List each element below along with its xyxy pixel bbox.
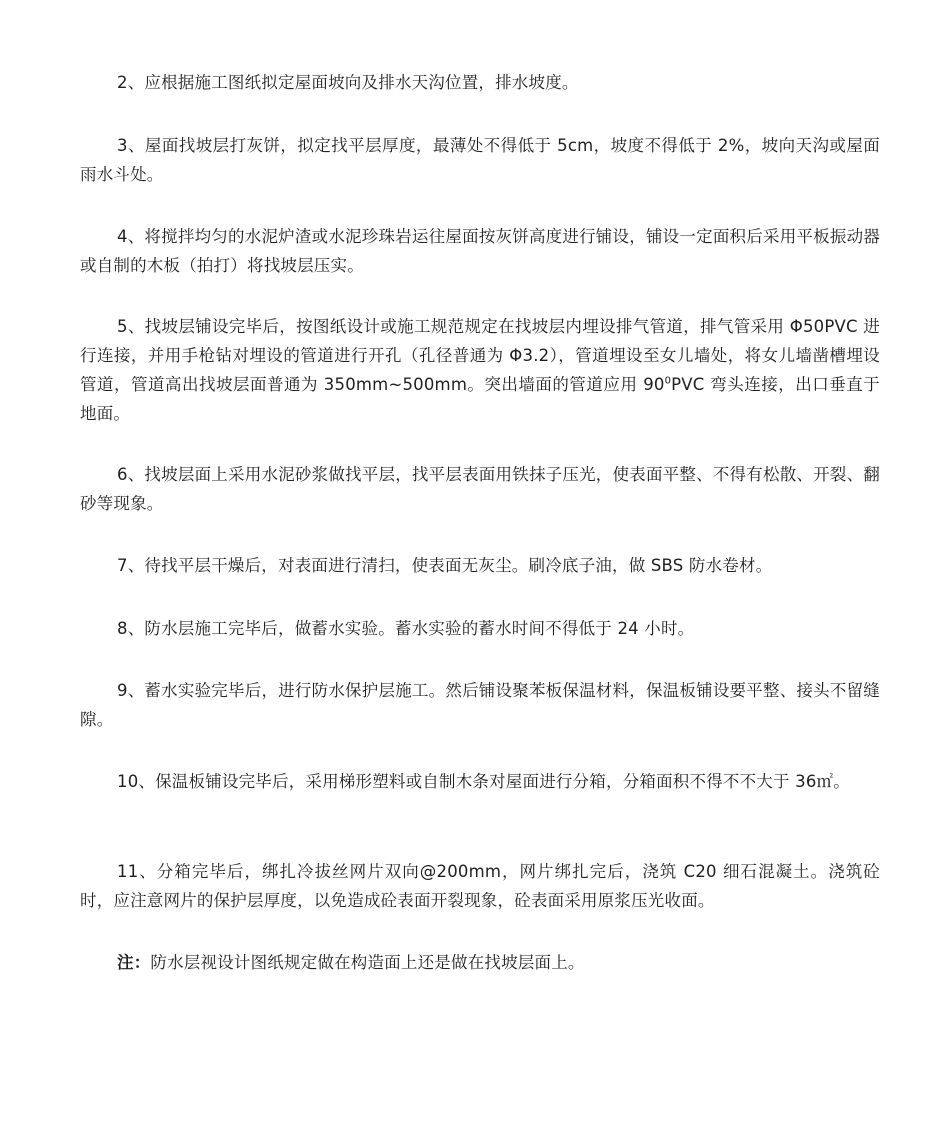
- paragraph-step-5-text-a: 5、找坡层铺设完毕后，按图纸设计或施工规范规定在找坡层内埋设排气管道，排气管采用 Φ50PVC 进行连接，并用手枪钻对埋设的管道进行开孔（孔径普通为 Φ3.2），管道埋设至女儿墙处，将女儿墙凿槽埋设管道，管道高出找坡层面普通为 350mm~500mm。突出墙面的管道应用 90: [80, 317, 880, 394]
- note-paragraph: [80, 948, 880, 977]
- paragraph-step-2: 2、应根据施工图纸拟定屋面坡向及排水天沟位置，排水坡度。: [117, 73, 579, 92]
- note-label: 注：: [117, 953, 151, 972]
- paragraph-step-6: 6、找坡层面上采用水泥砂浆做找平层，找平层表面用铁抹子压光，使表面平整、不得有松散、开裂、翻砂等现象。: [80, 465, 880, 513]
- paragraph-step-5: [80, 312, 880, 428]
- paragraph-step-11: 11、分箱完毕后，绑扎冷拔丝网片双向@200mm，网片绑扎完后，浇筑 C20 细石混凝土。浇筑砼时，应注意网片的保护层厚度，以免造成砼表面开裂现象，砼表面采用原浆压光收面。: [80, 862, 880, 910]
- paragraph-step-8: 8、防水层施工完毕后，做蓄水实验。蓄水实验的蓄水时间不得低于 24 小时。: [117, 619, 695, 638]
- paragraph-step-7: 7、待找平层干燥后，对表面进行清扫，使表面无灰尘。刷冷底子油，做 SBS 防水卷材。: [117, 556, 773, 575]
- degree-superscript: 0: [664, 375, 672, 387]
- paragraph-step-4: 4、将搅拌均匀的水泥炉渣或水泥珍珠岩运往屋面按灰饼高度进行铺设，铺设一定面积后采用平板振动器或自制的木板（拍打）将找坡层压实。: [80, 227, 880, 275]
- paragraph-step-10: 10、保温板铺设完毕后，采用梯形塑料或自制木条对屋面进行分箱，分箱面积不得不不大于 36㎡。: [117, 772, 850, 791]
- paragraph-step-5-text-b: PVC 弯头连接，出口垂直于地面。: [80, 375, 880, 423]
- paragraph-step-9: 9、蓄水实验完毕后，进行防水保护层施工。然后铺设聚苯板保温材料，保温板铺设要平整、接头不留缝隙。: [80, 681, 880, 729]
- paragraph-step-3: 3、屋面找坡层打灰饼，拟定找平层厚度，最薄处不得低于 5cm，坡度不得低于 2%，坡向天沟或屋面雨水斗处。: [80, 136, 880, 184]
- note-text: 防水层视设计图纸规定做在构造面上还是做在找坡层面上。: [150, 953, 585, 972]
